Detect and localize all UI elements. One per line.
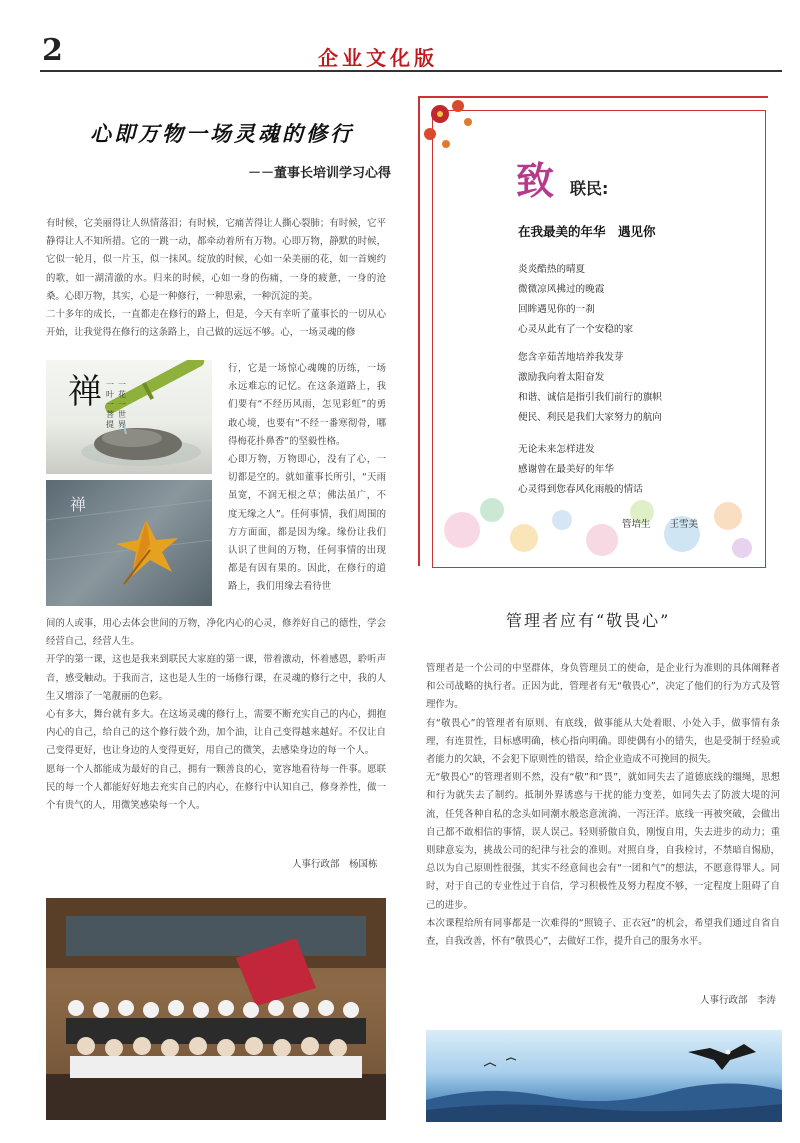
poem-line: 无论未来怎样进发: [518, 444, 595, 455]
letter-zhi-char: 致: [516, 158, 555, 203]
poem-line: 心灵从此有了一个安稳的家: [518, 324, 634, 335]
zen-side-text-2: 一叶一菩提: [106, 380, 114, 429]
poem-line: 您含辛茹苦地培养我发芽: [518, 352, 624, 363]
frame-left-border: [418, 96, 420, 566]
zen-bamboo-image: [46, 360, 212, 474]
poem-line: 感谢曾在最美好的年华: [518, 464, 614, 475]
poem-line: 炎炎酷热的晴夏: [518, 264, 586, 275]
group-photo: [46, 898, 386, 1120]
paragraph: 行，它是一场惊心魂魄的历练，一场永远难忘的记忆。在这条道路上，我们要有“不经历风雨，怎见彩虹”的勇敢心境，也要有“不经一番寒彻骨，哪得梅花扑鼻香”的坚毅性格。: [228, 363, 386, 447]
paragraph: 管理者是一个公司的中坚群体，身负管理员工的使命，是企业行为准则的具体阐释者和公司战略的执行者。正因为此，管理者有无“敬畏心”，决定了他们的行为方式及管理作为。: [426, 663, 780, 711]
floral-corner-icon: [418, 94, 488, 164]
article1-wrapped-text: [228, 360, 386, 597]
article1-continued: [46, 615, 386, 815]
maple-leaf-image: [46, 480, 212, 606]
article2-signature: 人事行政部 李涛: [700, 995, 777, 1006]
section-title: 企业文化版: [318, 46, 438, 70]
poem-stanza-1: [518, 260, 633, 340]
paragraph: 心有多大，舞台就有多大。在这场灵魂的修行上，需要不断充实自己的内心，拥抱内心的自己，给自己的这个修行鼓个劲，加个油，让自己变得越来越好。不仅让自己变得更好，也让身边的人变得更好，用自己的微笑，去感染身边的每一个人。: [46, 709, 386, 757]
poem-stanza-2: [518, 348, 662, 428]
article1-title: 心即万物一场灵魂的修行: [90, 121, 354, 146]
paragraph: 开学的第一课，这也是我来到联民大家庭的第一课，带着激动，怀着感恩，聆听声音，感受触动。于我而言，这也是人生的一场修行课，在灵魂的修行之中，我的人生又增添了一笔靓丽的色彩。: [46, 654, 386, 702]
poem-line: 微微凉风拂过的晚霞: [518, 284, 605, 295]
poem-signature: 管培生 王雪美: [622, 519, 699, 530]
group-photo-illustration: [46, 898, 386, 1120]
poem-line: 激励我向着太阳奋发: [518, 372, 605, 383]
article1-signature: 人事行政部 杨国栋: [292, 859, 378, 870]
eagle-landscape-illustration: [426, 1030, 782, 1122]
letter-recipient: 联民:: [570, 179, 609, 198]
page-number: 2: [42, 33, 63, 68]
paragraph: 间的人或事，用心去体会世间的万物，净化内心的心灵，修养好自己的德性，学会经营自己，经营人生。: [46, 618, 386, 648]
zen-char: 禅: [68, 372, 102, 412]
poem-stanza-3: [518, 440, 643, 500]
poem-line: 便民、利民是我们大家努力的航向: [518, 412, 662, 423]
paragraph: 无“敬畏心”的管理者则不然，没有“敬”和“畏”，就如同失去了道德底线的缰绳，思想和行为就失去了制约。抵制外界诱惑与干扰的能力变差，如同失去了防波大堤的河流，任凭各种自私的念头如同潮水般恣意流淌、一泻汪洋。底线一再被突破，会做出自己都不敢相信的事情，误人误己。轻则骄傲自负，刚愎自用，失去进步的动力；重则肆意妄为，挑战公司的纪律与社会的准则。对照自身，自我检讨，不禁暗自惕励，总以为自己原则性很强，其实不经意间也会有“一团和气”的想法，不愿意得罪人。同时，对于自己的专业性过于自信，学习积极性及努力程度不够，一定程度上阻碍了自己的进步。: [426, 772, 780, 911]
poem-line: 回眸遇见你的一刹: [518, 304, 595, 315]
paragraph: 有时候，它美丽得让人纵情落泪；有时候，它痛苦得让人撕心裂肺；有时候，它平静得让人不知所措。它的一跳一动，都牵动着所有万物。心即万物，静默的时候，它似一轮月，似一片玉，似一抹风。绽放的时候，心如一朵美丽的花，如一首婉约的歌，如一湖清澈的水。归来的时候，心如一身的伤痛，一身的疲惫，一身的沧桑。心即万物，其实，心是一种修行，一种思索，一种沉淀的美。: [46, 218, 386, 302]
article2-body: [426, 660, 780, 951]
paragraph: 本次课程给所有同事都是一次难得的“照镜子、正衣冠”的机会，希望我们通过自省自查，自我改善，怀有“敬畏心”，去做好工作，提升自己的服务水平。: [426, 917, 780, 948]
poem-title: 在我最美的年华 遇见你: [518, 224, 656, 239]
header-rule: [40, 70, 782, 72]
eagle-sky-image: [426, 1030, 782, 1122]
zen-side-text: 一花一世界: [118, 380, 126, 429]
paragraph: 愿每一个人都能成为最好的自己，拥有一颗善良的心，宽容地看待每一件事。愿联民的每一个人都能好好地去充实自己的内心，在修行中认知自己，修身养性，做一个有贵气的人，用微笑感染每一个人。: [46, 763, 386, 812]
paragraph: 心即万物，万物即心，没有了心，一切都是空的。就如董事长所引，“天雨虽宽，不润无根之草；佛法虽广，不度无缘之人”。任何事情，我们周围的方方面面，都是因为缘。缘份让我们认识了世间的万物，任何事情的出现都是有因有果的。因此，在修行的道路上，我们用缘去看待世: [228, 454, 386, 593]
article1-intro: [46, 215, 386, 342]
article1-subtitle: －－董事长培训学习心得: [248, 166, 392, 181]
paragraph: 二十多年的成长，一直都走在修行的路上，但是，今天有幸听了董事长的一切从心开始，让我觉得在修行的这条路上，自己做的远远不够。心，一场灵魂的修: [46, 309, 386, 339]
article2-title: 管理者应有“敬畏心”: [506, 611, 671, 630]
paragraph: 有“敬畏心”的管理者有原则、有底线，做事能从大处着眼、小处入手，做事情有条理，有连贯性，目标感明确，核心指向明确。即使偶有小的错失，也是受制于经验或者能力的欠缺，不会犯下原则性的错误，给企业造成不可挽回的损失。: [426, 717, 780, 766]
leaf-char: 禅: [70, 495, 87, 514]
poem-line: 心灵得到您春风化雨般的情话: [518, 484, 643, 495]
poem-line: 和谐、诚信是指引我们前行的旗帜: [518, 392, 662, 403]
